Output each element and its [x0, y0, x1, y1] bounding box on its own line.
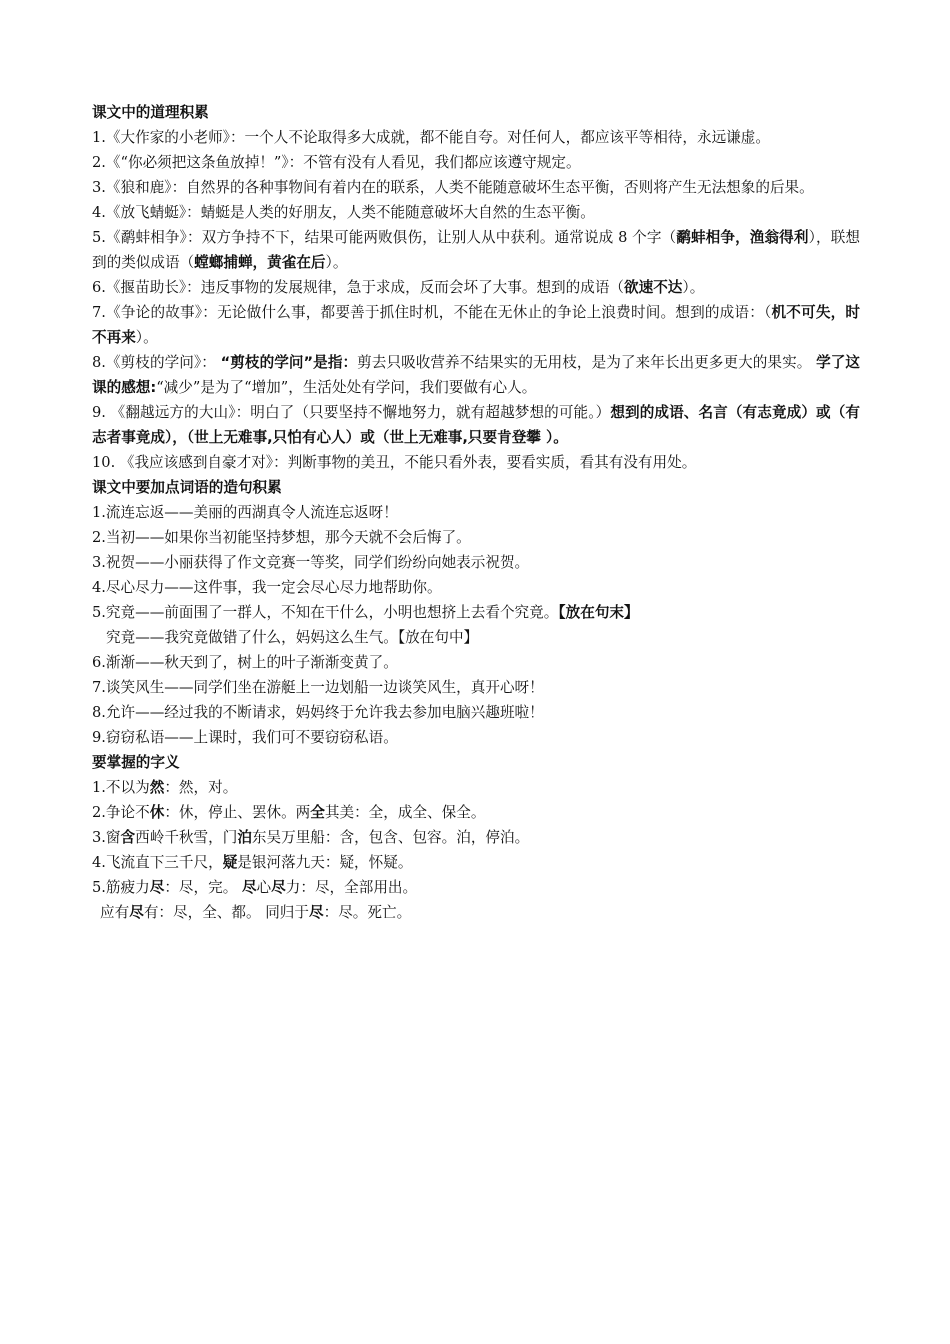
section-heading: 要掌握的字义	[92, 754, 180, 771]
list-item	[92, 775, 860, 800]
text-segment: 8.《剪枝的学问》：	[92, 354, 221, 371]
list-item	[92, 850, 860, 875]
text-segment: 2.《“你必须把这条鱼放掉！”》：不管有没有人看见，我们都应该遵守规定。	[92, 154, 581, 171]
bold-text-segment: “剪枝的学问”是指：	[220, 354, 358, 371]
list-item	[92, 675, 860, 700]
text-segment: 4.飞流直下三千尺，	[92, 854, 223, 871]
bold-text-segment: 休	[149, 804, 165, 821]
text-segment: 1.《大作家的小老师》：一个人不论取得多大成就，都不能自夸。对任何人，都应该平等相待，永远谦虚。	[92, 129, 770, 146]
document-page	[92, 100, 860, 925]
text-segment: 2.争论不	[92, 804, 150, 821]
list-item	[92, 725, 860, 750]
sentence-list	[92, 500, 860, 750]
bold-text-segment: 螳螂捕蝉，黄雀在后	[194, 254, 326, 271]
bold-text-segment: 学了这课的感想:	[92, 354, 860, 396]
list-item	[92, 175, 860, 200]
text-segment: ），联想到的类似成语（	[92, 229, 860, 271]
bold-text-segment: 尽	[308, 904, 324, 921]
bold-text-segment: 想到的成语、名言（有志竟成）或（有志者事竟成），（世上无难事,只怕有心人）或（世上无难事,只要肯登攀 ）。	[92, 404, 860, 446]
text-segment: ：休，停止、罢休。两	[164, 804, 311, 821]
text-segment: 应有	[100, 904, 130, 921]
text-segment: “减少”是为了“增加”，生活处处有学问，我们要做有心人。	[156, 379, 537, 396]
list-item	[92, 225, 860, 275]
text-segment: 3.《狼和鹿》：自然界的各种事物间有着内在的联系，人类不能随意破坏生态平衡，否则将产生无法想象的后果。	[92, 179, 814, 196]
list-item	[92, 400, 860, 450]
list-item	[92, 575, 860, 600]
bold-text-segment: 机不可失，时不再来	[92, 304, 860, 346]
text-segment: 6.渐渐——秋天到了，树上的叶子渐渐变黄了。	[92, 654, 398, 671]
text-segment: 5.《鹬蚌相争》：双方争持不下，结果可能两败俱伤，让别人从中获利。通常说成 8 个字（	[92, 229, 677, 246]
section-heading: 课文中的道理积累	[92, 104, 209, 121]
list-item	[92, 150, 860, 175]
bold-text-segment: 泊	[237, 829, 252, 846]
text-segment: ）。	[135, 329, 158, 346]
text-segment: 有：尽，全、都。 同归于	[143, 904, 309, 921]
list-item	[92, 900, 860, 925]
text-segment: 心	[256, 879, 272, 896]
text-segment: ：尽，完。	[164, 879, 242, 896]
text-segment: 力：尽，全部用出。	[285, 879, 418, 896]
text-segment: 9. 《翻越远方的大山》：明白了（只要坚持不懈地努力，就有超越梦想的可能。）	[92, 404, 611, 421]
section-character-meanings	[92, 750, 860, 925]
list-item	[92, 200, 860, 225]
meaning-list	[92, 775, 860, 925]
list-item	[92, 825, 860, 850]
text-segment: ）。	[682, 279, 705, 296]
text-segment: 是银河落九天：疑，怀疑。	[237, 854, 413, 871]
section-sentence-making	[92, 475, 860, 750]
text-segment: 1.流连忘返——美丽的西湖真令人流连忘返呀！	[92, 504, 398, 521]
text-segment: 其美：全，成全、保全。	[324, 804, 486, 821]
text-segment: 究竟——我究竟做错了什么，妈妈这么生气。【放在句中】	[106, 629, 479, 646]
bold-text-segment: 尽	[129, 904, 144, 921]
bold-text-segment: 尽	[241, 879, 257, 896]
text-segment: 西岭千秋雪，门	[135, 829, 238, 846]
text-segment: 4.《放飞蜻蜓》：蜻蜓是人类的好朋友，人类不能随意破坏大自然的生态平衡。	[92, 204, 595, 221]
text-segment: 7.谈笑风生——同学们坐在游艇上一边划船一边谈笑风生，真开心呀！	[92, 679, 544, 696]
text-segment: 5.究竟——前面围了一群人，不知在干什么，小明也想挤上去看个究竟。	[92, 604, 559, 621]
list-item	[92, 125, 860, 150]
lesson-list	[92, 125, 860, 475]
text-segment: 8.允许——经过我的不断请求，妈妈终于允许我去参加电脑兴趣班啦！	[92, 704, 544, 721]
list-item	[92, 650, 860, 675]
bold-text-segment: 全	[310, 804, 325, 821]
text-segment: 6.《揠苗助长》：违反事物的发展规律，急于求成，反而会坏了大事。想到的成语（	[92, 279, 625, 296]
list-item	[92, 625, 860, 650]
text-segment: 4.尽心尽力——这件事，我一定会尽心尽力地帮助你。	[92, 579, 442, 596]
list-item	[92, 550, 860, 575]
bold-text-segment: 欲速不达	[624, 279, 683, 296]
list-item	[92, 500, 860, 525]
text-segment: ：然，对。	[164, 779, 238, 796]
list-item	[92, 350, 860, 400]
section-heading: 课文中要加点词语的造句积累	[92, 479, 282, 496]
text-segment: 9.窃窃私语——上课时，我们可不要窃窃私语。	[92, 729, 398, 746]
text-segment: 东吴万里船：含，包含、包容。泊，停泊。	[251, 829, 530, 846]
list-item	[92, 525, 860, 550]
list-item	[92, 875, 860, 900]
text-segment: ：尽。死亡。	[323, 904, 412, 921]
bold-text-segment: 尽	[271, 879, 286, 896]
bold-text-segment: 尽	[149, 879, 165, 896]
text-segment: 1.不以为	[92, 779, 150, 796]
list-item	[92, 700, 860, 725]
text-segment: 2.当初——如果你当初能坚持梦想，那今天就不会后悔了。	[92, 529, 471, 546]
text-segment: ）。	[325, 254, 348, 271]
bold-text-segment: 含	[120, 829, 136, 846]
text-segment: 3.窗	[92, 829, 121, 846]
bold-text-segment: 鹬蚌相争，渔翁得利	[676, 229, 809, 246]
text-segment: 3.祝贺——小丽获得了作文竞赛一等奖，同学们纷纷向她表示祝贺。	[92, 554, 530, 571]
list-item	[92, 450, 860, 475]
bold-text-segment: 然	[149, 779, 165, 796]
text-segment: 10. 《我应该感到自豪才对》：判断事物的美丑，不能只看外表，要看实质，看其有没有用处。	[92, 454, 697, 471]
list-item	[92, 275, 860, 300]
text-segment: 5.筋疲力	[92, 879, 150, 896]
section-moral-lessons	[92, 100, 860, 475]
list-item	[92, 800, 860, 825]
text-segment: 剪去只吸收营养不结果实的无用枝，是为了来年长出更多更大的果实。	[357, 354, 817, 371]
bold-text-segment: 【放在句末】	[558, 604, 639, 621]
list-item	[92, 300, 860, 350]
text-segment: 7.《争论的故事》：无论做什么事，都要善于抓住时机，不能在无休止的争论上浪费时间。想到的成语：（	[92, 304, 772, 321]
bold-text-segment: 疑	[222, 854, 238, 871]
list-item	[92, 600, 860, 625]
